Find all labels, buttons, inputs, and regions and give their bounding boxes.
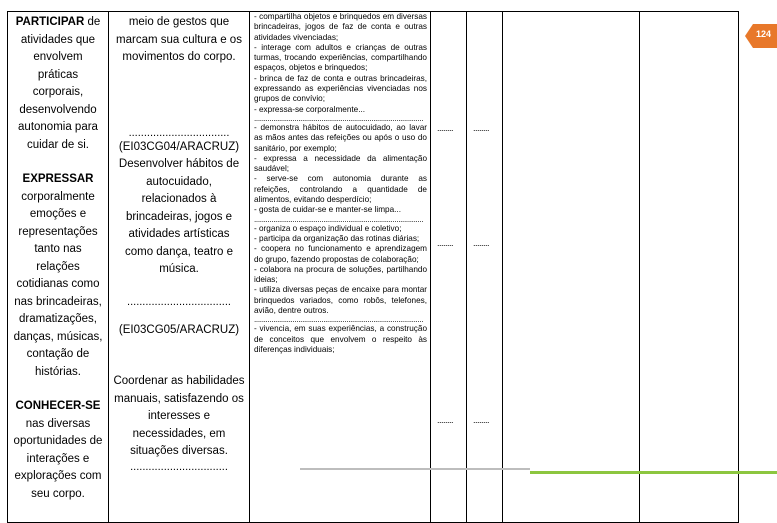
dots-placeholder: ........ bbox=[437, 238, 454, 248]
indicator-block: - demonstra hábitos de autocuidado, ao lavar as mãos antes das refeições ou após o uso do sanitário, por exemplo; - expressa a necessidade da alimentação saudável; - serve-se com autonomia durante as refeições, controlando a quantidade de alimentos, evitando desperdício; - gosta de cuidar-se e manter-se limpa... bbox=[254, 122, 427, 215]
column-empty-1 bbox=[503, 12, 640, 523]
dots-placeholder: ........ bbox=[473, 123, 490, 133]
column-check-1 bbox=[431, 12, 467, 523]
bottom-rule bbox=[530, 471, 777, 474]
column-indicators bbox=[250, 12, 431, 523]
goal-code: (EI03CG04/ARACRUZ) bbox=[118, 140, 240, 153]
content-table bbox=[7, 11, 739, 523]
indicator-block: - compartilha objetos e brinquedos em diversas brincadeiras, jogos de faz de conta e outras atividades vivenciadas; - interage com adultos e crianças de outras turmas, trocando experiências, compartilhando espaços, objetos e brinquedos; - brinca de faz de conta e outras brincadeiras, expressando as experiências vivenciadas nos grupos de convívio; - expressa-se corporalmente... bbox=[254, 12, 427, 114]
goal-text: Desenvolver hábitos de autocuidado, relacionados à brincadeiras, jogos e atividades artísticas como dança, teatro e música. bbox=[118, 158, 240, 275]
indicator-block: - organiza o espaço individual e coletivo; - participa da organização das rotinas diárias; - coopera no funcionamento e aprendizagem do grupo, fazendo propostas de colaboração; - colabora na procura de soluções, partilhando ideias; - utiliza diversas peças de encaixe para montar brinquedos variados, como robôs, telefones, avião, dentre outros. bbox=[254, 223, 427, 316]
dots-placeholder: ........ bbox=[473, 415, 490, 425]
page-number-badge bbox=[745, 24, 777, 48]
separator-dots: .................................. bbox=[127, 295, 231, 308]
objective-participar: PARTICIPAR de atividades que envolvem práticas corporais, desenvolvendo autonomia para cuidar de si. bbox=[15, 16, 101, 151]
separator-dots: ........................................................................................ bbox=[254, 215, 424, 224]
separator-dots: ........................................................................................ bbox=[254, 316, 424, 325]
objective-expressar: EXPRESSAR corporalmente emoções e representações tanto nas relações cotidianas como nas brincadeiras, dramatizações, danças, músicas, contação de histórias. bbox=[13, 173, 103, 378]
dots-placeholder: ........ bbox=[437, 415, 454, 425]
separator-dots: ................................ bbox=[130, 460, 228, 473]
indicator-block: - vivencia, em suas experiências, a construção de conceitos que envolvem o respeito às diferenças individuais; bbox=[254, 324, 427, 354]
objective-conhecer-se: CONHECER-SE nas diversas oportunidades de interações e explorações com seu corpo. bbox=[13, 400, 103, 500]
column-check-2 bbox=[467, 12, 503, 523]
column-empty-2 bbox=[640, 12, 739, 523]
footer-line bbox=[300, 468, 530, 470]
dots-placeholder: ........ bbox=[437, 123, 454, 133]
separator-dots: ........................................................................................ bbox=[254, 114, 424, 123]
column-learning-goals bbox=[109, 12, 250, 523]
page-number: 124 bbox=[756, 29, 772, 39]
separator-dots: ................................. bbox=[128, 126, 230, 139]
dots-placeholder: ........ bbox=[473, 238, 490, 248]
goal-text: Coordenar as habilidades manuais, satisfazendo os interesses e necessidades, em situações diversas. bbox=[113, 375, 245, 457]
column-objectives bbox=[8, 12, 109, 523]
goal-intro: meio de gestos que marcam sua cultura e os movimentos do corpo. bbox=[116, 16, 242, 63]
goal-code: (EI03CG05/ARACRUZ) bbox=[118, 323, 240, 336]
